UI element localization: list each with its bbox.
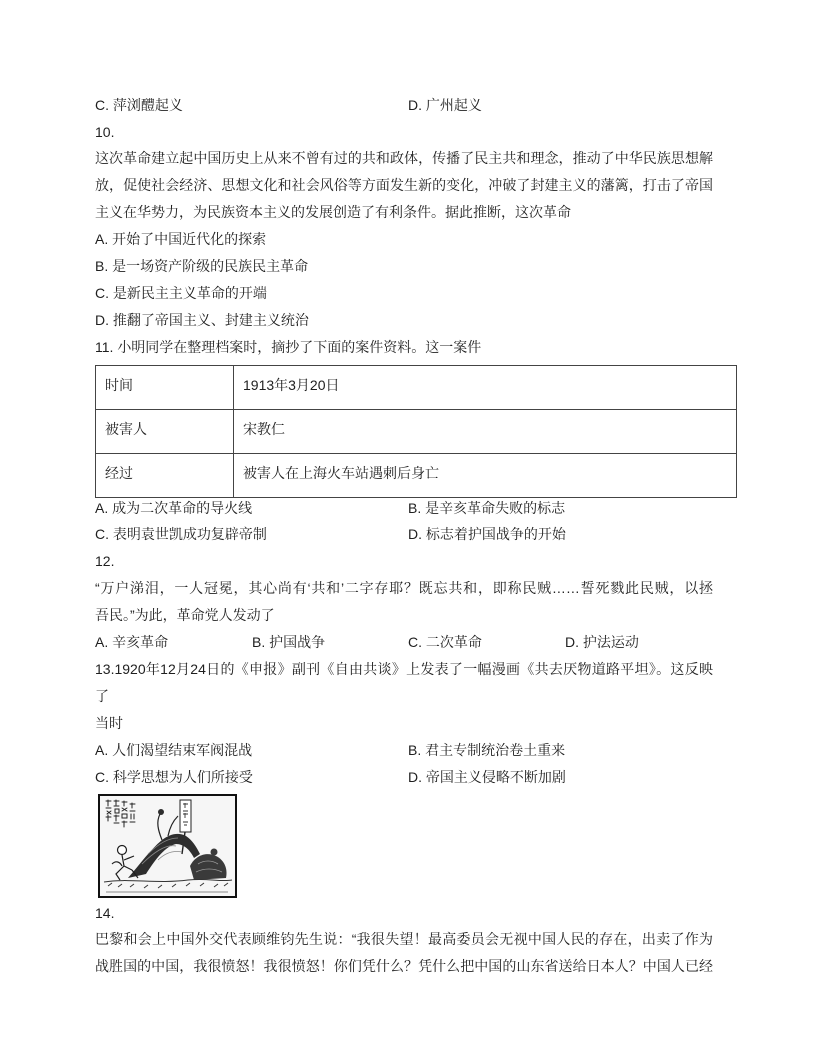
table-cell-value: 宋教仁	[234, 410, 737, 454]
q9-options	[95, 92, 737, 119]
q12-options	[95, 629, 737, 656]
q10-option-a: A. 开始了中国近代化的探索	[95, 231, 267, 248]
q10-option-b: B. 是一场资产阶级的民族民主革命	[95, 258, 309, 275]
q10-stem-line: 这次革命建立起中国历史上从来不曾有过的共和政体，传播了民主共和理念，推动了中华民族思想解	[95, 150, 713, 167]
q11-stem: 11. 小明同学在整理档案时，摘抄了下面的案件资料。这一案件	[95, 338, 482, 355]
q11-option-a: A. 成为二次革命的导火线	[95, 499, 253, 516]
q12-number: 12.	[95, 553, 115, 570]
q12-option-d: D. 护法运动	[565, 634, 639, 651]
q13-stem-line: 13.1920年12月24日的《申报》副刊《自由共谈》上发表了一幅漫画《共去厌物道路平坦》。这反映了	[95, 660, 713, 704]
q13-stem-line: 当时	[95, 714, 123, 731]
table-cell-label: 被害人	[96, 410, 234, 454]
table-row	[96, 366, 737, 410]
q13-options	[95, 737, 737, 791]
q12-option-a: A. 辛亥革命	[95, 634, 169, 651]
table-row	[96, 410, 737, 454]
q9-option-c: C. 萍浏醴起义	[95, 96, 183, 113]
table-cell-value: 1913年3月20日	[234, 366, 737, 410]
q12-stem-line: 吾民。”为此，革命党人发动了	[95, 607, 275, 624]
q13-option-c: C. 科学思想为人们所接受	[95, 768, 253, 785]
q10-stem-line: 放，促使社会经济、思想文化和社会风俗等方面发生新的变化，冲破了封建主义的藩篱，打击了帝国	[95, 177, 713, 194]
case-table	[95, 365, 737, 498]
q14-stem-line: 巴黎和会上中国外交代表顾维钧先生说：“我很失望！最高委员会无视中国人民的存在，出卖了作为	[95, 931, 713, 948]
q10-option-d: D. 推翻了帝国主义、封建主义统治	[95, 311, 309, 328]
q10-option-c: C. 是新民主主义革命的开端	[95, 284, 267, 301]
table-cell-label: 时间	[96, 366, 234, 410]
q12-option-b: B. 护国战争	[252, 634, 326, 651]
q14-number: 14.	[95, 904, 115, 921]
q11-options	[95, 495, 737, 549]
q12-stem-line: “万户涕泪，一人冠冕，其心尚有‘共和’二字存耶？既忘共和，即称民贼……誓死戮此民贼，以拯	[95, 580, 713, 597]
q14-stem-line: 战胜国的中国，我很愤怒！我很愤怒！你们凭什么？凭什么把中国的山东省送给日本人？中国人已经	[95, 958, 713, 975]
q13-option-d: D. 帝国主义侵略不断加剧	[408, 768, 566, 785]
q10-stem-line: 主义在华势力，为民族资本主义的发展创造了有利条件。据此推断，这次革命	[95, 204, 571, 221]
cartoon-illustration	[98, 794, 237, 898]
q12-option-c: C. 二次革命	[408, 634, 482, 651]
q13-option-b: B. 君主专制统治卷土重来	[408, 741, 566, 758]
table-cell-label: 经过	[96, 454, 234, 498]
q11-option-b: B. 是辛亥革命失败的标志	[408, 499, 566, 516]
q9-option-d: D. 广州起义	[408, 96, 482, 113]
q10-number: 10.	[95, 123, 115, 140]
exam-page	[95, 92, 737, 981]
q11-option-c: C. 表明袁世凯成功复辟帝制	[95, 526, 267, 543]
q11-option-d: D. 标志着护国战争的开始	[408, 526, 566, 543]
table-row	[96, 454, 737, 498]
table-cell-value: 被害人在上海火车站遇刺后身亡	[234, 454, 737, 498]
q13-option-a: A. 人们渴望结束军阀混战	[95, 741, 253, 758]
